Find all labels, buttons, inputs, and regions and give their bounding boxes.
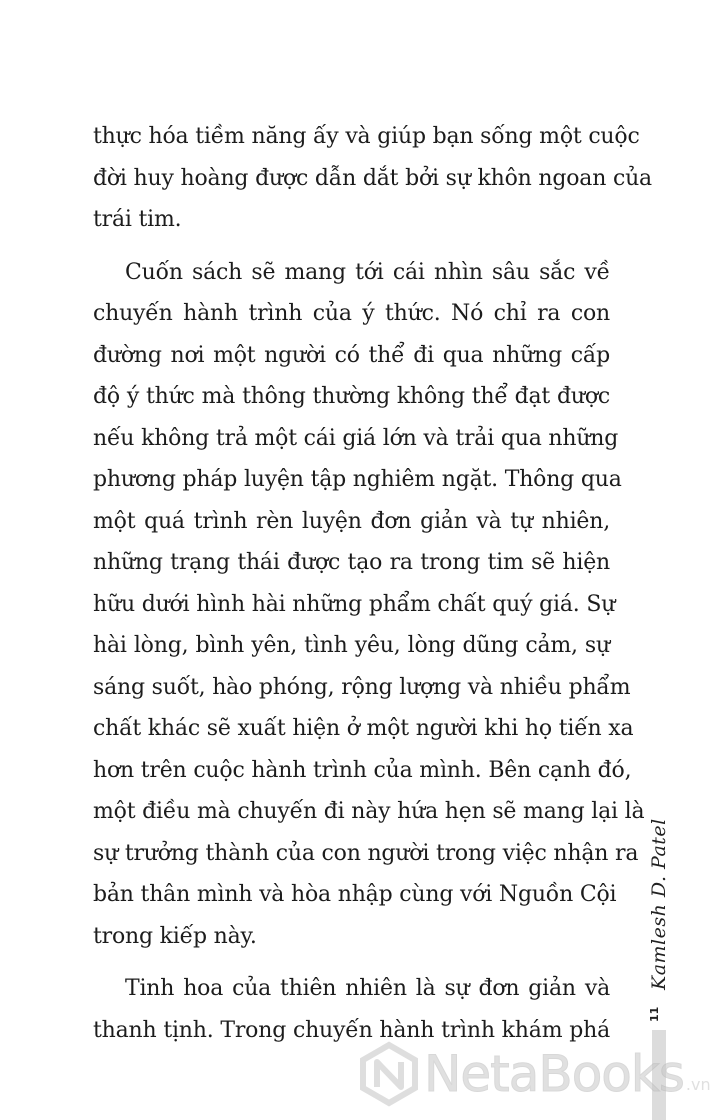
text-line: độ ý thức mà thông thường không thể đạt được bbox=[93, 384, 610, 409]
body-text bbox=[93, 116, 652, 1051]
text-line: sự trưởng thành của con người trong việc nhận ra bbox=[93, 840, 639, 866]
text-line: một quá trình rèn luyện đơn giản và tự nhiên, bbox=[93, 508, 610, 534]
text-line: thanh tịnh. Trong chuyến hành trình khám phá bbox=[93, 1017, 610, 1043]
paragraph bbox=[93, 116, 652, 241]
text-line: đường nơi một người có thể đi qua những cấp bbox=[93, 342, 610, 368]
netabooks-logo-icon bbox=[360, 1043, 418, 1105]
text-line: hơn trên cuộc hành trình của mình. Bên cạnh đó, bbox=[93, 757, 632, 783]
paragraph bbox=[93, 968, 610, 1051]
text-line: hữu dưới hình hài những phẩm chất quý giá. Sự bbox=[93, 591, 616, 617]
text-line: chuyến hành trình của ý thức. Nó chỉ ra con bbox=[93, 301, 610, 326]
text-line: Tinh hoa của thiên nhiên là sự đơn giản và bbox=[125, 976, 610, 1001]
text-line: hài lòng, bình yên, tình yêu, lòng dũng cảm, sự bbox=[93, 633, 610, 658]
paragraph-gap bbox=[93, 241, 610, 252]
text-line: trái tim. bbox=[93, 207, 182, 232]
page-edge-bar bbox=[652, 1030, 666, 1120]
text-line: đời huy hoàng được dẫn dắt bởi sự khôn ngoan của bbox=[93, 165, 652, 191]
paragraph bbox=[93, 252, 645, 958]
running-header-author: Kamlesh D. Patel bbox=[648, 818, 670, 990]
text-line: một điều mà chuyến đi này hứa hẹn sẽ mang lại là bbox=[93, 799, 645, 824]
text-line: phương pháp luyện tập nghiêm ngặt. Thông qua bbox=[93, 467, 622, 492]
watermark-brand: NetaBooks bbox=[424, 1045, 684, 1103]
text-line: thực hóa tiềm năng ấy và giúp bạn sống một cuộc bbox=[93, 124, 640, 149]
paragraph-gap bbox=[93, 957, 610, 968]
text-line: Cuốn sách sẽ mang tới cái nhìn sâu sắc về bbox=[125, 259, 610, 285]
page-number: 11 bbox=[648, 1006, 661, 1022]
text-line: nếu không trả một cái giá lớn và trải qua những bbox=[93, 425, 619, 451]
text-line: những trạng thái được tạo ra trong tim sẽ hiện bbox=[93, 550, 610, 575]
text-line: bản thân mình và hòa nhập cùng với Nguồn Cội bbox=[93, 882, 617, 907]
watermark-suffix: .vn bbox=[685, 1075, 711, 1094]
text-line: chất khác sẽ xuất hiện ở một người khi họ tiến xa bbox=[93, 716, 634, 741]
text-line: sáng suốt, hào phóng, rộng lượng và nhiều phẩm bbox=[93, 674, 631, 700]
text-line: trong kiếp này. bbox=[93, 923, 257, 949]
